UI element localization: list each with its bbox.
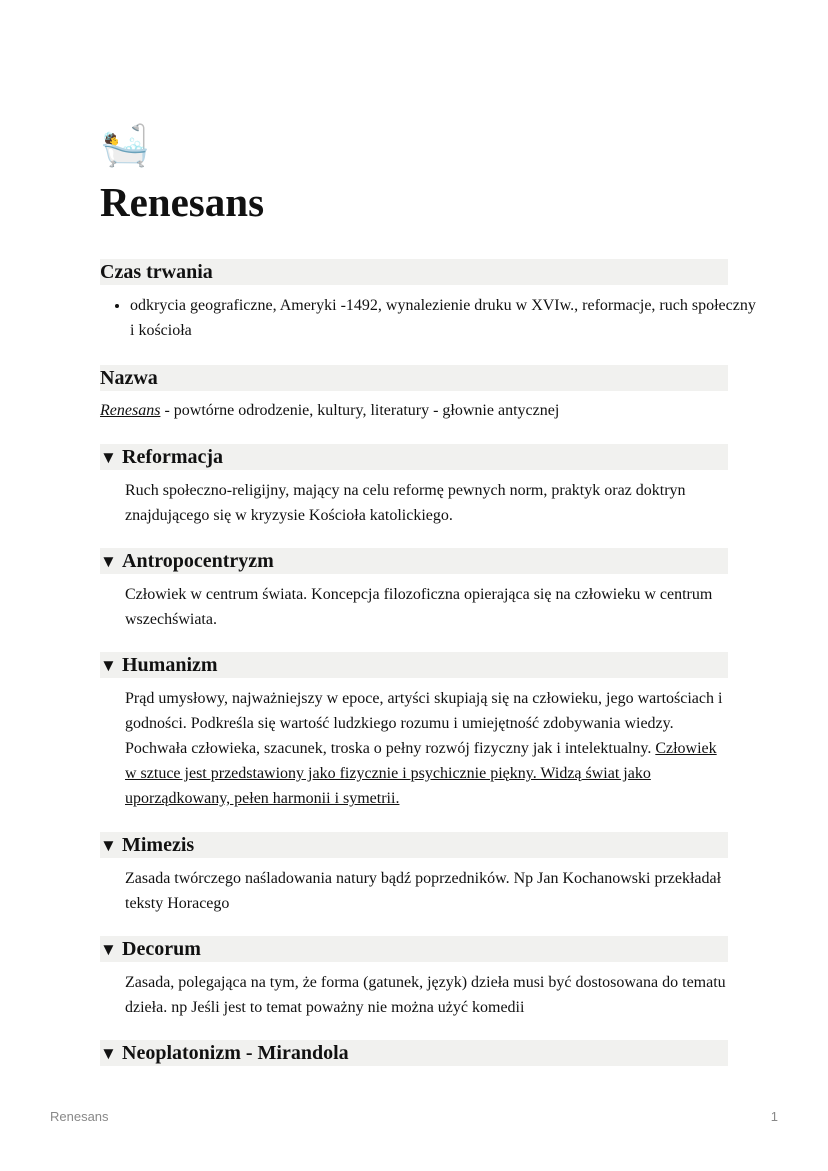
footer-title: Renesans (50, 1109, 109, 1124)
list-item: • odkrycia geograficzne, Ameryki -1492, wynalezienie druku w XVIw., reformacje, ruch społeczny i kościoła (130, 293, 758, 343)
triangle-down-icon[interactable]: ▼ (100, 836, 117, 855)
footer-page-number: 1 (770, 1109, 778, 1124)
toggle-antropocentryzm[interactable] (100, 548, 728, 574)
humanizm-underlined: Człowiek w sztuce jest przedstawiony jako fizycznie i psychicznie piękny. Widzą świat jako uporządkowany, pełen harmonii i symetrii. (125, 740, 717, 807)
page-title: Renesans (100, 179, 265, 225)
bullet-list (100, 293, 758, 343)
toggle-label: Decorum (122, 938, 201, 960)
toggle-label: Reformacja (122, 446, 224, 468)
triangle-down-icon[interactable]: ▼ (100, 940, 117, 959)
term-renesans: Renesans (100, 402, 161, 419)
triangle-down-icon[interactable]: ▼ (100, 552, 117, 571)
triangle-down-icon[interactable]: ▼ (100, 448, 117, 467)
triangle-down-icon[interactable]: ▼ (100, 656, 117, 675)
antropocentryzm-text: Człowiek w centrum świata. Koncepcja filozoficzna opierająca się na człowieku w centrum wszechświata. (125, 586, 713, 628)
toggle-label: Antropocentryzm (122, 550, 274, 572)
toggle-label: Humanizm (122, 654, 218, 676)
toggle-reformacja[interactable] (100, 444, 728, 470)
mimezis-text: Zasada twórczego naśladowania natury bądź poprzedników. Np Jan Kochanowski przekładał teksty Horacego (125, 870, 722, 912)
toggle-mimezis[interactable] (100, 832, 728, 858)
toggle-label: Neoplatonizm - Mirandola (122, 1042, 349, 1064)
humanizm-body: Prąd umysłowy, najważniejszy w epoce, artyści skupiają się na człowieku, jego wartościach i godności. Podkreśla się wartość ludzkiego rozumu i umiejętność zdobywania wiedzy. Pochwała człowieka, szacunek, troska o pełny rozwój fizyczny jak i intelektualny. (125, 690, 723, 757)
reformacja-text: Ruch społeczno-religijny, mający na celu reformę pewnych norm, praktyk oraz doktryn znajdującego się w kryzysie Kościoła katolickiego. (125, 482, 686, 524)
decorum-text: Zasada, polegająca na tym, że forma (gatunek, język) dzieła musi być dostosowana do tematu dzieła. np Jeśli jest to temat poważny nie można użyć komedii (125, 974, 726, 1016)
page-icon-bathtub: 🛀 (100, 123, 150, 168)
triangle-down-icon[interactable]: ▼ (100, 1044, 117, 1063)
humanizm-text (125, 686, 728, 811)
toggle-label: Mimezis (122, 834, 195, 856)
nazwa-definition: - powtórne odrodzenie, kultury, literatury - głownie antycznej (160, 402, 560, 419)
nazwa-text (100, 398, 728, 423)
toggle-decorum[interactable] (100, 936, 728, 962)
toggle-humanizm[interactable] (100, 652, 728, 678)
toggle-neoplatonizm[interactable] (100, 1040, 728, 1066)
heading-czas-trwania: Czas trwania (100, 259, 728, 285)
heading-nazwa: Nazwa (100, 365, 728, 391)
